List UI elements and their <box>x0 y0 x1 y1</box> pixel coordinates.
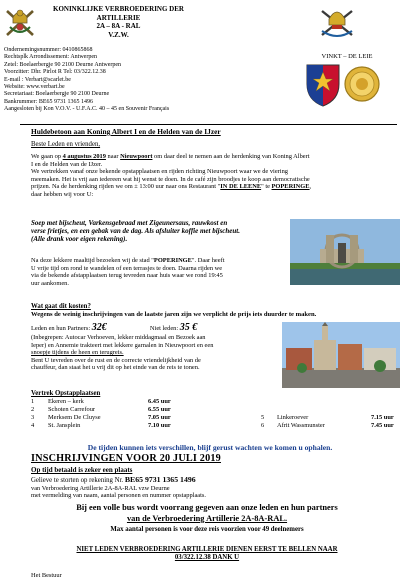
stop-place: Linkeroever <box>277 414 309 421</box>
bank-account-number: BE65 9731 1365 1496 <box>124 475 196 484</box>
pickup-time-warning: De tijden kunnen iets verschillen, blijf gerust wachten we komen u ophalen. <box>87 443 333 452</box>
info-bank-number: Bankrummer: BE65 9731 1365 1496 <box>4 98 93 105</box>
max-participants-note: Max aantal personen is voor deze reis voorzien voor 49 deelnemers <box>110 526 304 533</box>
stop-number: 6 <box>261 422 265 429</box>
intro-line-6: daar hebben wij voor U: <box>31 190 94 198</box>
stop-time: 6.55 uur <box>148 406 171 413</box>
stop-place: Afrit Wassmunster <box>277 422 325 429</box>
event-introduction <box>31 153 401 199</box>
driver-note-line-2: chauffeur, dan staat het u vrij dit op het einde van de reis te tonen. <box>31 364 200 372</box>
members-price-label: Leden en hun Partners: <box>31 325 92 332</box>
stop-number: 4 <box>31 422 35 429</box>
driver-note-line-1: Bent U tevreden over de rust en de correcte vriendelijkheid van de <box>31 356 201 364</box>
organisation-header <box>31 5 206 39</box>
included-line-1: (Inbegrepen: Autocar Verhoeven, lekker middagmaal en Bezoek aan <box>31 334 206 341</box>
organisation-name: KONINKLIJKE VERBROEDERING DER ARTILLERIE <box>53 5 184 22</box>
stop-number: 2 <box>31 406 35 413</box>
event-location: Nieuwpoort <box>120 153 153 160</box>
intro-line-5 <box>31 183 401 191</box>
intro-text: , <box>309 183 312 191</box>
vinkt-shield-emblem <box>304 62 342 108</box>
non-members-price: 35 € <box>179 322 198 333</box>
included-line-2: Ieper) en Annemie trakteert met lekkere garnalen in Nieuwpoort en een <box>31 341 214 349</box>
organisation-contact-info <box>4 47 274 114</box>
stop-place: Ekeren – kerk <box>48 398 84 405</box>
stop-number: 3 <box>31 414 35 421</box>
non-members-line-2: 03/322.12.38 DANK U <box>174 554 240 562</box>
price-line <box>31 322 276 334</box>
restaurant-town: POPERINGE <box>271 183 310 191</box>
cost-note: Wegens de weinig inschrijvingen van de laatste jaren zijn we verplicht de prijs iets duurder te maken. <box>31 311 317 318</box>
stop-place: St. Jansplein <box>48 422 81 429</box>
event-headline: Huldebetoon aan Koning Albert I en de Helden van de IJzer <box>31 127 221 136</box>
menu-line-3: (Alle drank voor eigen rekening). <box>31 235 128 244</box>
non-members-price-label: Niet leden: <box>149 325 180 332</box>
bus-offer-line-1: Bij een volle bus wordt voorrang gegeven aan onze leden en hun partners <box>76 503 338 512</box>
info-secretariat: Secretariaat: Boelaerbergje 90 2100 Deurne <box>4 91 110 98</box>
info-seat-address: Zetel: Boelaerbergje 90 2100 Deurne Antwerpen <box>4 61 122 68</box>
payment-instruction <box>31 476 196 484</box>
non-members-call-note <box>12 546 402 563</box>
full-bus-priority-note <box>12 502 402 524</box>
stop-time: 6.45 uur <box>148 398 171 405</box>
registration-deadline: INSCHRIJVINGEN VOOR 20 JULI 2019 <box>31 453 221 464</box>
afternoon-program <box>31 257 286 287</box>
board-signature: Het Bestuur <box>31 572 62 579</box>
intro-text: naar <box>105 153 121 160</box>
restaurant-name: IN DE LEENE <box>220 183 262 191</box>
organisation-units: 2A – 8A - RAL <box>96 22 141 30</box>
greeting: Beste Leden en vrienden, <box>31 141 101 148</box>
info-jurisdiction: Rechtsplk Arrondissement: Antwerpen <box>4 54 97 61</box>
visit-city: POPERINGE <box>153 257 192 264</box>
info-website: Website: www.verbart.be <box>4 84 65 91</box>
intro-line-2: I en de Helden van de IJzer. <box>31 160 103 168</box>
poperinge-town-square-photo <box>282 322 400 388</box>
intro-text: prijzen. Na de herdenking rijden we om ± 13:00 uur naar ons Restaurant " <box>31 183 221 191</box>
intro-line-1 <box>31 153 401 161</box>
stop-time: 7.10 uur <box>148 422 171 429</box>
intro-text: om daar deel te nemen aan de herdenking van Koning Albert <box>152 153 310 160</box>
afternoon-text: ". Daar heeft <box>191 257 225 264</box>
event-date: 4 augustus 2019 <box>62 153 106 160</box>
info-email: E-mail : Verbart@scarlet.be <box>4 76 71 83</box>
members-price: 32€ <box>91 322 107 333</box>
price-details <box>31 322 276 372</box>
stop-time: 7.45 uur <box>371 422 394 429</box>
afternoon-line-4: uur aankomen. <box>31 279 69 287</box>
anniversary-medal-emblem <box>344 66 380 102</box>
bus-offer-line-2: van de Verbroedering Artillerie 2A-8A-RAL. <box>126 514 288 523</box>
payment-mention: met vermelding van naam, aantal personen en nummer opstapplaats. <box>31 492 206 499</box>
info-chairman: Voorzitter: Dhr. Pirlot R Tel: 03/322.12.38 <box>4 69 106 76</box>
stop-place: Merksem De Cluyse <box>48 414 101 421</box>
intro-line-4: meemaken. Het is vrij aan iedereen wat hij wenst te doen. In de café zijn broodjes te koop aan democratische <box>31 175 310 183</box>
afternoon-line-3: via de bekende afstapplaatsen terug tevreden naar huis waar we rond 19:45 <box>31 272 223 280</box>
stop-place: Schoten Carrefour <box>48 406 96 413</box>
menu-line-1: Soep met bijscheut, Varkensgebraad met Zigeunersaus, rauwkost en <box>31 219 228 227</box>
organisation-legal-form: V.Z.W. <box>108 30 129 39</box>
vinkt-de-leie-label: VINKT – DE LEIE <box>321 53 373 60</box>
intro-line-3: We vertrekken vanaf onze bekende opstapplaatsen en rijden richting Nieuwpoort waar we de viering <box>31 168 288 176</box>
nieuwpoort-monument-photo <box>290 219 400 285</box>
menu-line-2: verse frietjes, en een gebak van de dag. Als afsluiter koffie met bijscheut. <box>31 227 241 236</box>
info-enterprise-number: Ondernemingsnummer: 0410865868 <box>4 47 93 53</box>
afternoon-line-1 <box>31 257 286 265</box>
artillery-cannon-crest-logo <box>316 3 358 41</box>
stop-number: 5 <box>261 414 265 421</box>
afternoon-line-2: U vrije tijd om rond te wandelen of een terrasjes te doen. Daarna rijden we <box>31 264 223 272</box>
departure-stops-title: Vertrek Opstapplaatsen <box>31 390 101 397</box>
stop-time: 7.15 uur <box>371 414 394 421</box>
afternoon-text: Na deze lekkere maaltijd bezoeken wij de stad " <box>31 257 154 264</box>
header-divider <box>20 124 397 125</box>
intro-text: We gaan op <box>31 153 63 160</box>
lunch-menu <box>31 219 276 244</box>
stop-number: 1 <box>31 398 35 405</box>
paid-on-time-note: Op tijd betaald is zeker een plaats <box>31 466 133 474</box>
stop-time: 7.05 uur <box>148 414 171 421</box>
included-line-3: snoepje tijdens de heen en terugreis. <box>31 349 124 357</box>
account-holder: van Verbroedering Artillerie 2A-8A-RAL vzw Deurne <box>31 485 170 492</box>
payment-instruction-text: Gelieve te storten op rekening Nr. <box>31 477 125 484</box>
info-affiliation: Aangesloten bij Kon V.O.V. - U.F.A.C. 40 – 45 en Souvenir Français <box>4 106 170 113</box>
intro-text: " te <box>261 183 272 191</box>
non-members-line-1: NIET LEDEN VERBROEDERING ARTILLERIE DIENEN EERST TE BELLEN NAAR <box>76 546 338 553</box>
cost-section-title: Wat gaat dit kosten? <box>31 303 91 310</box>
